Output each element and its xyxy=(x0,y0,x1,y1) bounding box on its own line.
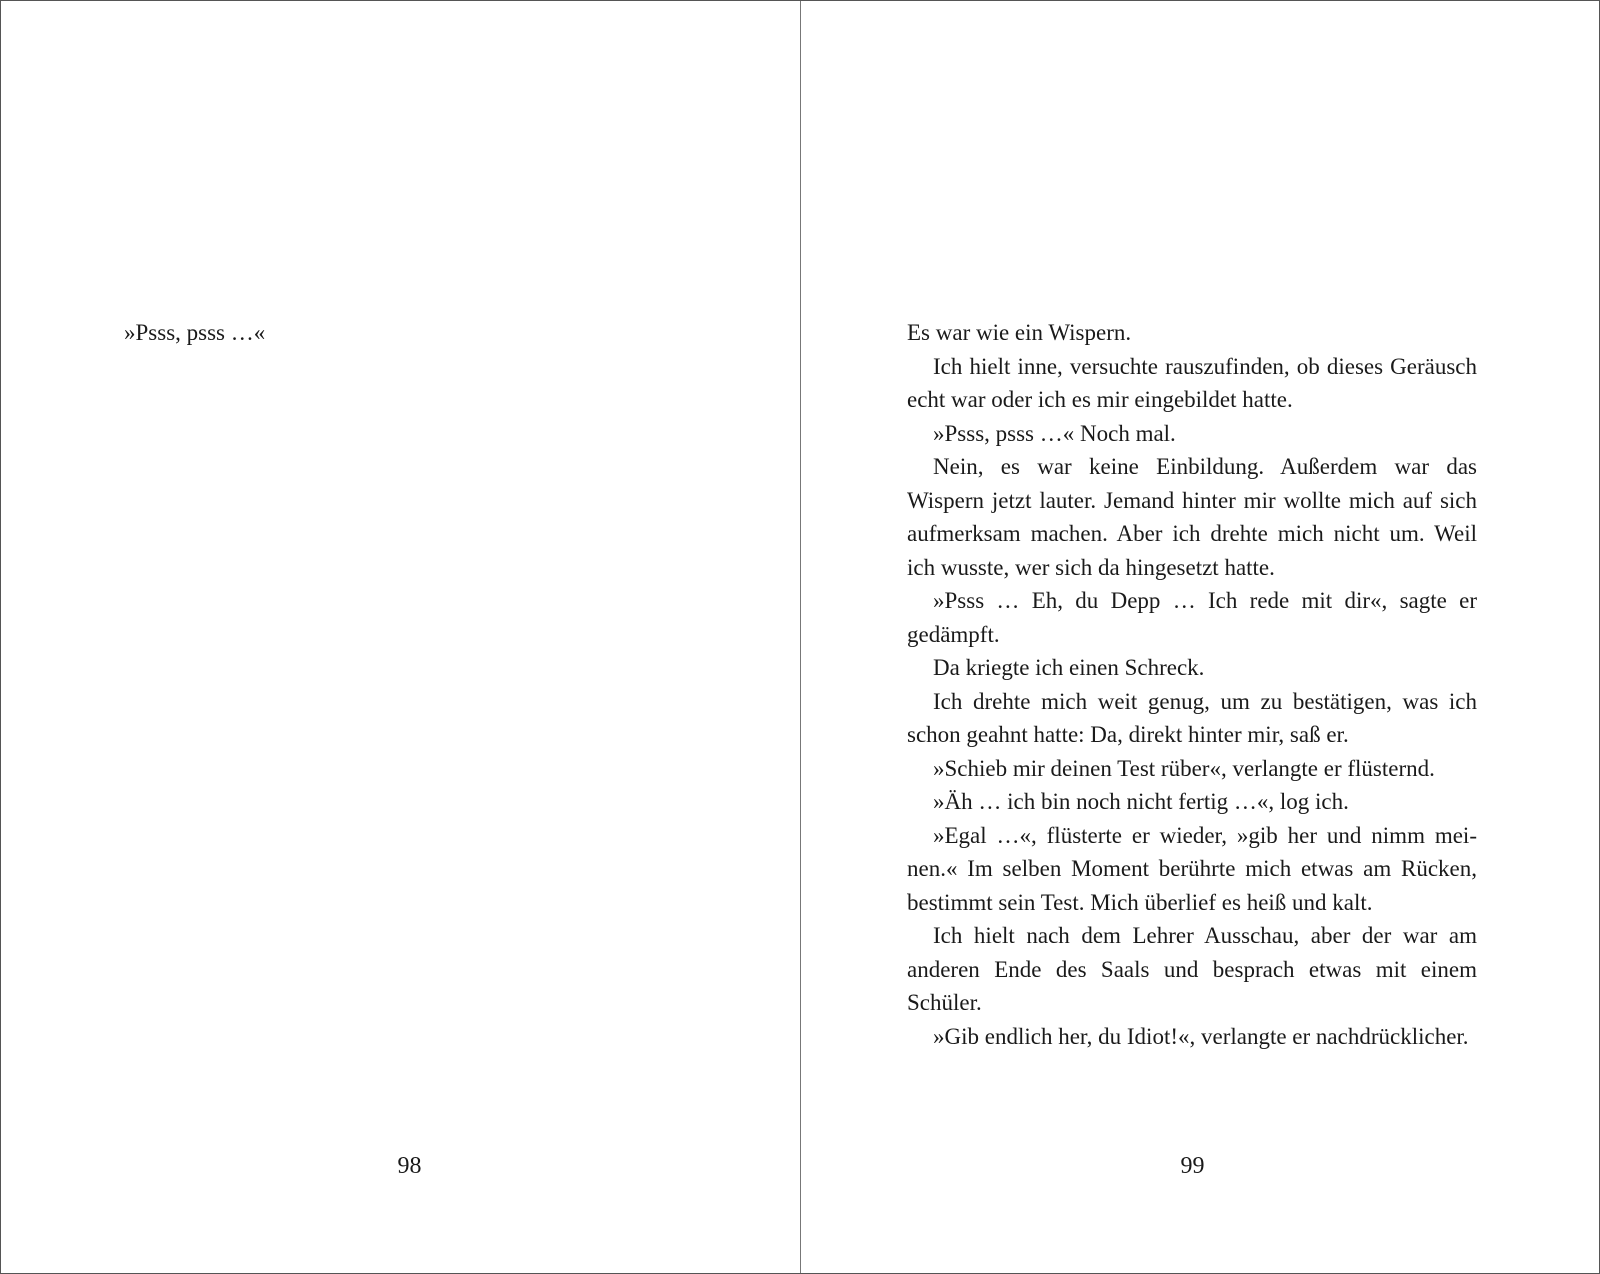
right-page xyxy=(801,1,1600,1273)
paragraph: »Gib endlich her, du Idiot!«, verlangte er nachdrücklicher. xyxy=(933,1023,1469,1049)
page-number-right: 99 xyxy=(1180,1153,1205,1179)
paragraph: Ich drehte mich weit genug, um zu bestätigen, was ich schon geahnt hatte: Da, direkt hinter mir, saß er. xyxy=(907,688,1477,747)
paragraph: Ich hielt nach dem Lehrer Ausschau, aber der war am anderen Ende des Saals und besprach etwas mit einem Schüler. xyxy=(907,923,1477,1015)
paragraph: »Psss, psss …« xyxy=(124,320,266,345)
paragraph: »Psss, psss …« Noch mal. xyxy=(933,420,1176,446)
paragraph: Es war wie ein Wispern. xyxy=(907,320,1132,345)
left-page-text xyxy=(124,316,694,350)
paragraph: Ich hielt inne, versuchte rauszufinden, ob dieses Geräusch echt war oder ich es mir eingebildet hatte. xyxy=(907,353,1477,412)
paragraph: Nein, es war keine Einbildung. Außerdem war das Wispern jetzt lauter. Jemand hinter mir wollte mich auf sich aufmerksam machen. Aber ich drehte mich nicht um. Weil ich wusste, wer sich da hingesetzt hatte. xyxy=(907,454,1477,580)
left-page xyxy=(1,1,800,1273)
right-page-text xyxy=(907,316,1477,1053)
page-number-left: 98 xyxy=(397,1153,422,1179)
paragraph: Da kriegte ich einen Schreck. xyxy=(933,655,1205,680)
paragraph: »Schieb mir deinen Test rüber«, verlangte er flüsternd. xyxy=(933,755,1435,781)
paragraph: »Psss … Eh, du Depp … Ich rede mit dir«, sagte er gedämpft. xyxy=(907,588,1477,647)
paragraph: »Egal …«, flüsterte er wieder, »gib her und nimm meinen.« Im selben Moment berührte mich etwas am Rücken, bestimmt sein Test. Mich überlief es heiß und kalt. xyxy=(907,822,1477,915)
paragraph: »Äh … ich bin noch nicht fertig …«, log ich. xyxy=(933,789,1349,814)
